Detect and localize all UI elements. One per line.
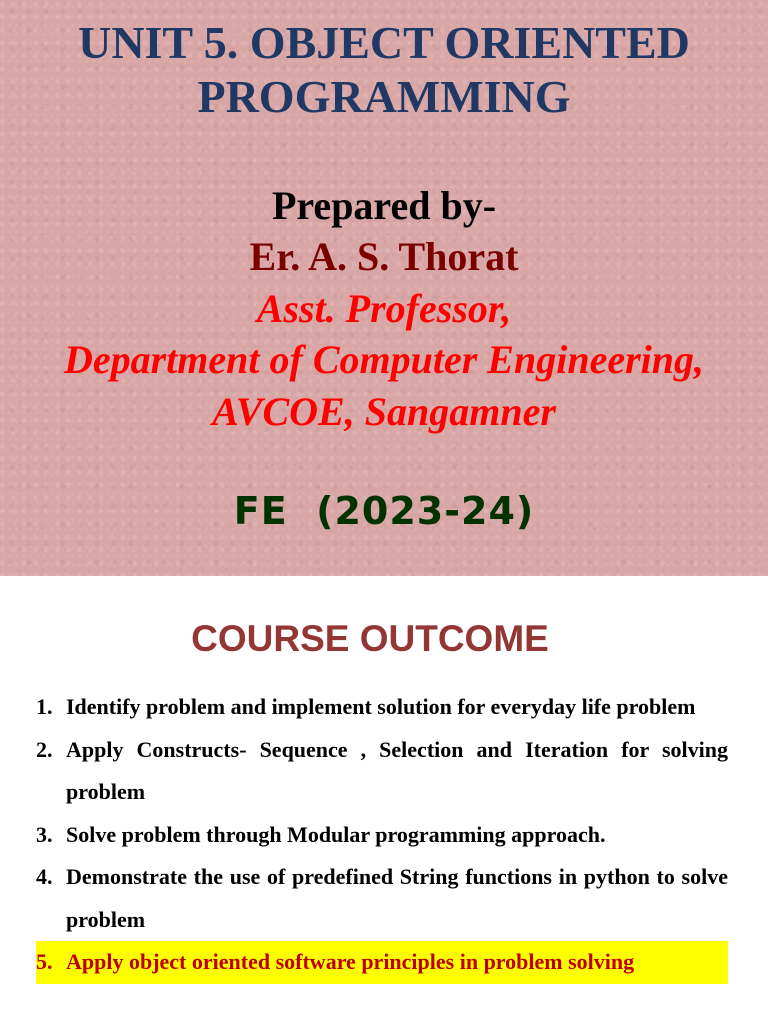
course-outcome-slide [0, 576, 768, 1024]
author-institute: AVCOE, Sangamner [212, 389, 556, 434]
author-department: Department of Computer Engineering, [63, 337, 705, 382]
outcome-text: Identify problem and implement solution for everyday life problem [66, 694, 696, 719]
course-outcome-title: COURSE OUTCOME [191, 618, 549, 659]
unit-title [0, 16, 768, 124]
outcome-number: 5. [36, 941, 66, 984]
outcome-text: Apply Constructs- Sequence , Selection and Iteration for solving problem [66, 736, 728, 804]
outcome-text: Solve problem through Modular programming approach. [66, 821, 606, 847]
unit-title-line-1: UNIT 5. OBJECT ORIENTED [78, 17, 690, 68]
unit-title-line-2: PROGRAMMING [197, 71, 571, 122]
outcome-number: 2. [36, 736, 53, 762]
author-designation: Asst. Professor, [256, 286, 512, 331]
outcome-item-5-highlighted [36, 941, 728, 984]
author-name: Er. A. S. Thorat [249, 234, 519, 279]
outcome-item-1 [36, 686, 728, 729]
course-outcome-list [36, 686, 728, 984]
outcome-item-2 [36, 729, 728, 814]
outcome-text: Demonstrate the use of predefined String functions in python to solve problem [66, 864, 728, 932]
outcome-item-4 [36, 856, 728, 941]
outcome-number: 1. [36, 694, 53, 719]
outcome-item-3 [36, 814, 728, 857]
outcome-number: 4. [36, 864, 53, 889]
academic-year: FE (2023-24) [233, 489, 535, 533]
outcome-text: Apply object oriented software principles in problem solving [66, 941, 728, 984]
prepared-by-label: Prepared by- [271, 183, 497, 228]
outcome-number: 3. [36, 821, 53, 847]
